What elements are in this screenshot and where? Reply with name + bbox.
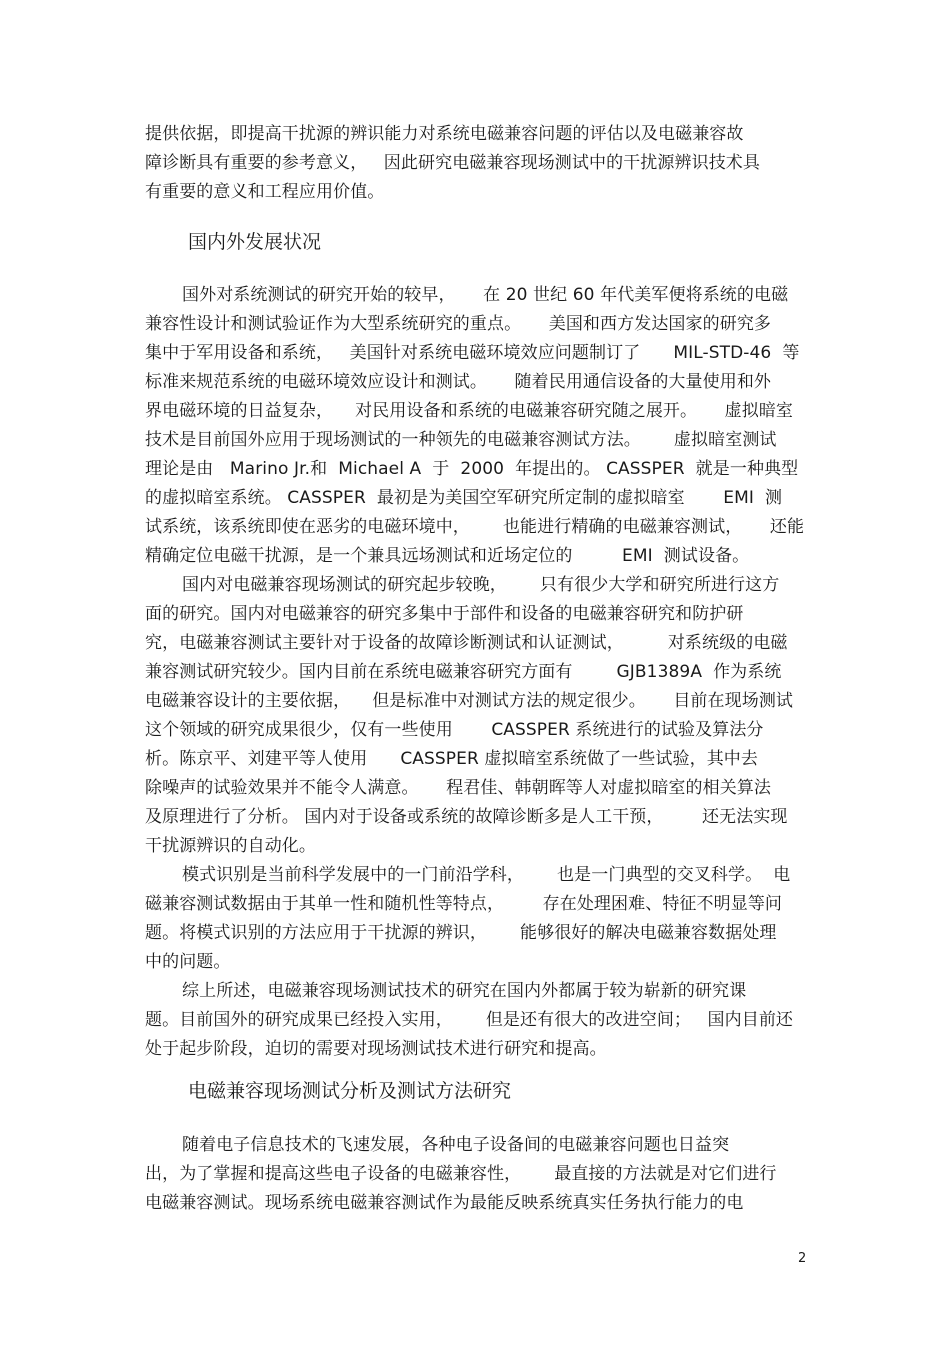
domestic-line-1: 国内对电磁兼容现场测试的研究起步较晚， 只有很少大学和研究所进行这方 <box>182 575 780 595</box>
foreign-line-6: 技术是目前国外应用于现场测试的一种领先的电磁兼容测试方法。 虚拟暗室测试 <box>145 430 777 450</box>
domestic-line-3: 究，电磁兼容测试主要针对于设备的故障诊断测试和认证测试， 对系统级的电磁 <box>145 633 788 653</box>
foreign-line-9: 试系统，该系统即使在恶劣的电磁环境中， 也能进行精确的电磁兼容测试， 还能 <box>145 517 805 537</box>
foreign-line-2: 兼容性设计和测试验证作为大型系统研究的重点。 美国和西方发达国家的研究多 <box>145 314 772 334</box>
pattern-line-1: 模式识别是当前科学发展中的一门前沿学科， 也是一门典型的交叉科学。 电 <box>182 865 791 885</box>
foreign-line-4: 标准来规范系统的电磁环境效应设计和测试。 随着民用通信设备的大量使用和外 <box>145 372 772 392</box>
domestic-line-9: 及原理进行了分析。 国内对于设备或系统的故障诊断多是人工干预， 还无法实现 <box>145 807 788 827</box>
pattern-line-4: 中的问题。 <box>145 952 231 972</box>
intro-line-1: 提供依据，即提高干扰源的辨识能力对系统电磁兼容问题的评估以及电磁兼容故 <box>145 124 744 144</box>
foreign-line-3: 集中于军用设备和系统， 美国针对系统电磁环境效应问题制订了 MIL-STD-46 等 <box>145 343 800 363</box>
analysis-line-3: 电磁兼容测试。现场系统电磁兼容测试作为最能反映系统真实任务执行能力的电 <box>145 1193 744 1213</box>
foreign-line-7: 理论是由 Marino Jr.和 Michael A 于 2000 年提出的。 CASSPER 就是一种典型 <box>145 459 799 479</box>
domestic-line-6: 这个领域的研究成果很少，仅有一些使用 CASSPER 系统进行的试验及算法分 <box>145 720 764 740</box>
section-heading-development: 国内外发展状况 <box>188 231 322 253</box>
domestic-line-7: 析。陈京平、刘建平等人使用 CASSPER 虚拟暗室系统做了一些试验，其中去 <box>145 749 759 769</box>
domestic-line-2: 面的研究。国内对电磁兼容的研究多集中于部件和设备的电磁兼容研究和防护研 <box>145 604 744 624</box>
pattern-line-3: 题。将模式识别的方法应用于干扰源的辨识， 能够很好的解决电磁兼容数据处理 <box>145 923 777 943</box>
domestic-line-4: 兼容测试研究较少。国内目前在系统电磁兼容研究方面有 GJB1389A 作为系统 <box>145 662 782 682</box>
foreign-line-1: 国外对系统测试的研究开始的较早， 在 20 世纪 60 年代美军便将系统的电磁 <box>182 285 789 305</box>
domestic-line-10: 干扰源辨识的自动化。 <box>145 836 316 856</box>
domestic-line-5: 电磁兼容设计的主要依据， 但是标准中对测试方法的规定很少。 目前在现场测试 <box>145 691 794 711</box>
foreign-line-10: 精确定位电磁干扰源，是一个兼具远场测试和近场定位的 EMI 测试设备。 <box>145 546 750 566</box>
analysis-line-1: 随着电子信息技术的飞速发展，各种电子设备间的电磁兼容问题也日益突 <box>182 1135 730 1155</box>
page-number: 2 <box>798 1251 807 1266</box>
summary-line-1: 综上所述，电磁兼容现场测试技术的研究在国内外都属于较为崭新的研究课 <box>182 981 747 1001</box>
intro-line-2: 障诊断具有重要的参考意义， 因此研究电磁兼容现场测试中的干扰源辨识技术具 <box>145 153 761 173</box>
analysis-line-2: 出，为了掌握和提高这些电子设备的电磁兼容性， 最直接的方法就是对它们进行 <box>145 1164 777 1184</box>
intro-line-3: 有重要的意义和工程应用价值。 <box>145 182 385 202</box>
summary-line-3: 处于起步阶段，迫切的需要对现场测试技术进行研究和提高。 <box>145 1039 607 1059</box>
summary-line-2: 题。目前国外的研究成果已经投入实用， 但是还有很大的改进空间； 国内目前还 <box>145 1010 794 1030</box>
domestic-line-8: 除噪声的试验效果并不能令人满意。 程君佳、韩朝晖等人对虚拟暗室的相关算法 <box>145 778 772 798</box>
section-heading-analysis: 电磁兼容现场测试分析及测试方法研究 <box>188 1080 512 1102</box>
foreign-line-5: 界电磁环境的日益复杂， 对民用设备和系统的电磁兼容研究随之展开。 虚拟暗室 <box>145 401 794 421</box>
pattern-line-2: 磁兼容测试数据由于其单一性和随机性等特点， 存在处理困难、特征不明显等问 <box>145 894 783 914</box>
foreign-line-8: 的虚拟暗室系统。 CASSPER 最初是为美国空军研究所定制的虚拟暗室 EMI 测 <box>145 488 783 508</box>
